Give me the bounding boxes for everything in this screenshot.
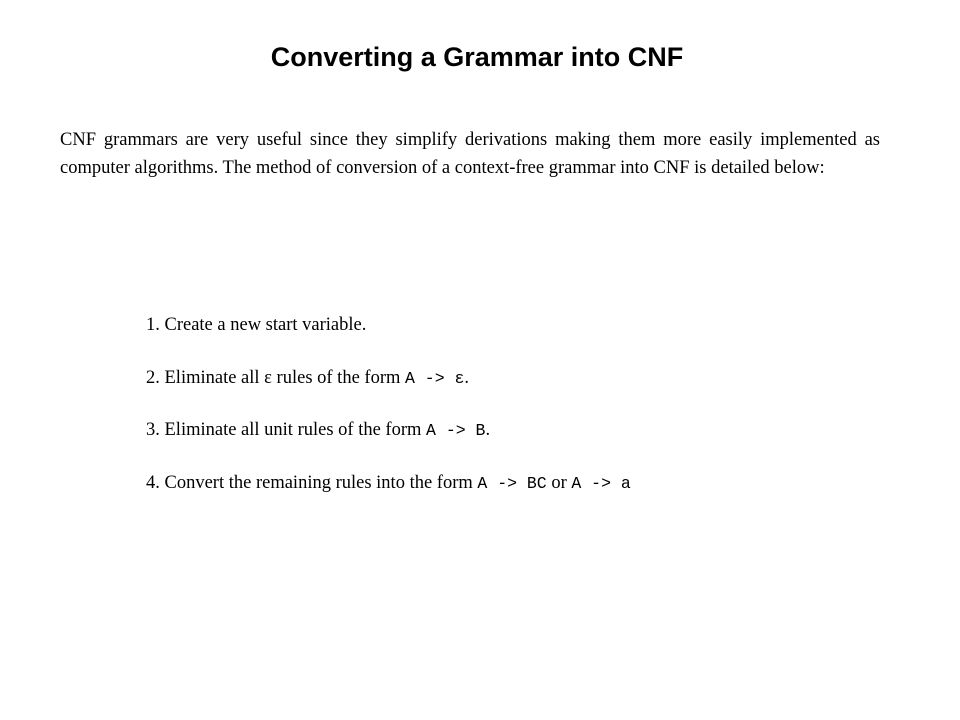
step-2: [146, 365, 846, 392]
step-punctuation: .: [464, 367, 470, 388]
step-connector: or: [551, 472, 567, 493]
step-number: 3.: [146, 420, 160, 440]
rule-code: A -> a: [571, 473, 631, 493]
step-text: Eliminate all ε rules of the form: [164, 367, 401, 388]
step-1: [146, 312, 846, 339]
step-3: [146, 417, 846, 444]
step-text: Convert the remaining rules into the form: [164, 472, 473, 493]
intro-paragraph: CNF grammars are very useful since they simplify derivations making them more easily implemented as computer algorithms. The method of conversion of a context-free grammar into CNF is detailed below:: [60, 130, 880, 178]
step-4: [146, 470, 846, 497]
step-number: 2.: [146, 367, 160, 388]
step-text: Eliminate all unit rules of the form: [164, 420, 422, 440]
step-text: Create a new start variable.: [164, 315, 367, 335]
conversion-steps-list: [146, 312, 846, 522]
rule-code: A -> B: [426, 421, 486, 440]
step-punctuation: .: [485, 420, 491, 440]
slide-title: Converting a Grammar into CNF: [270, 42, 684, 72]
rule-code: A -> ε: [405, 368, 465, 388]
step-number: 1.: [146, 315, 160, 335]
step-number: 4.: [146, 472, 160, 493]
rule-code: A -> BC: [477, 473, 547, 493]
